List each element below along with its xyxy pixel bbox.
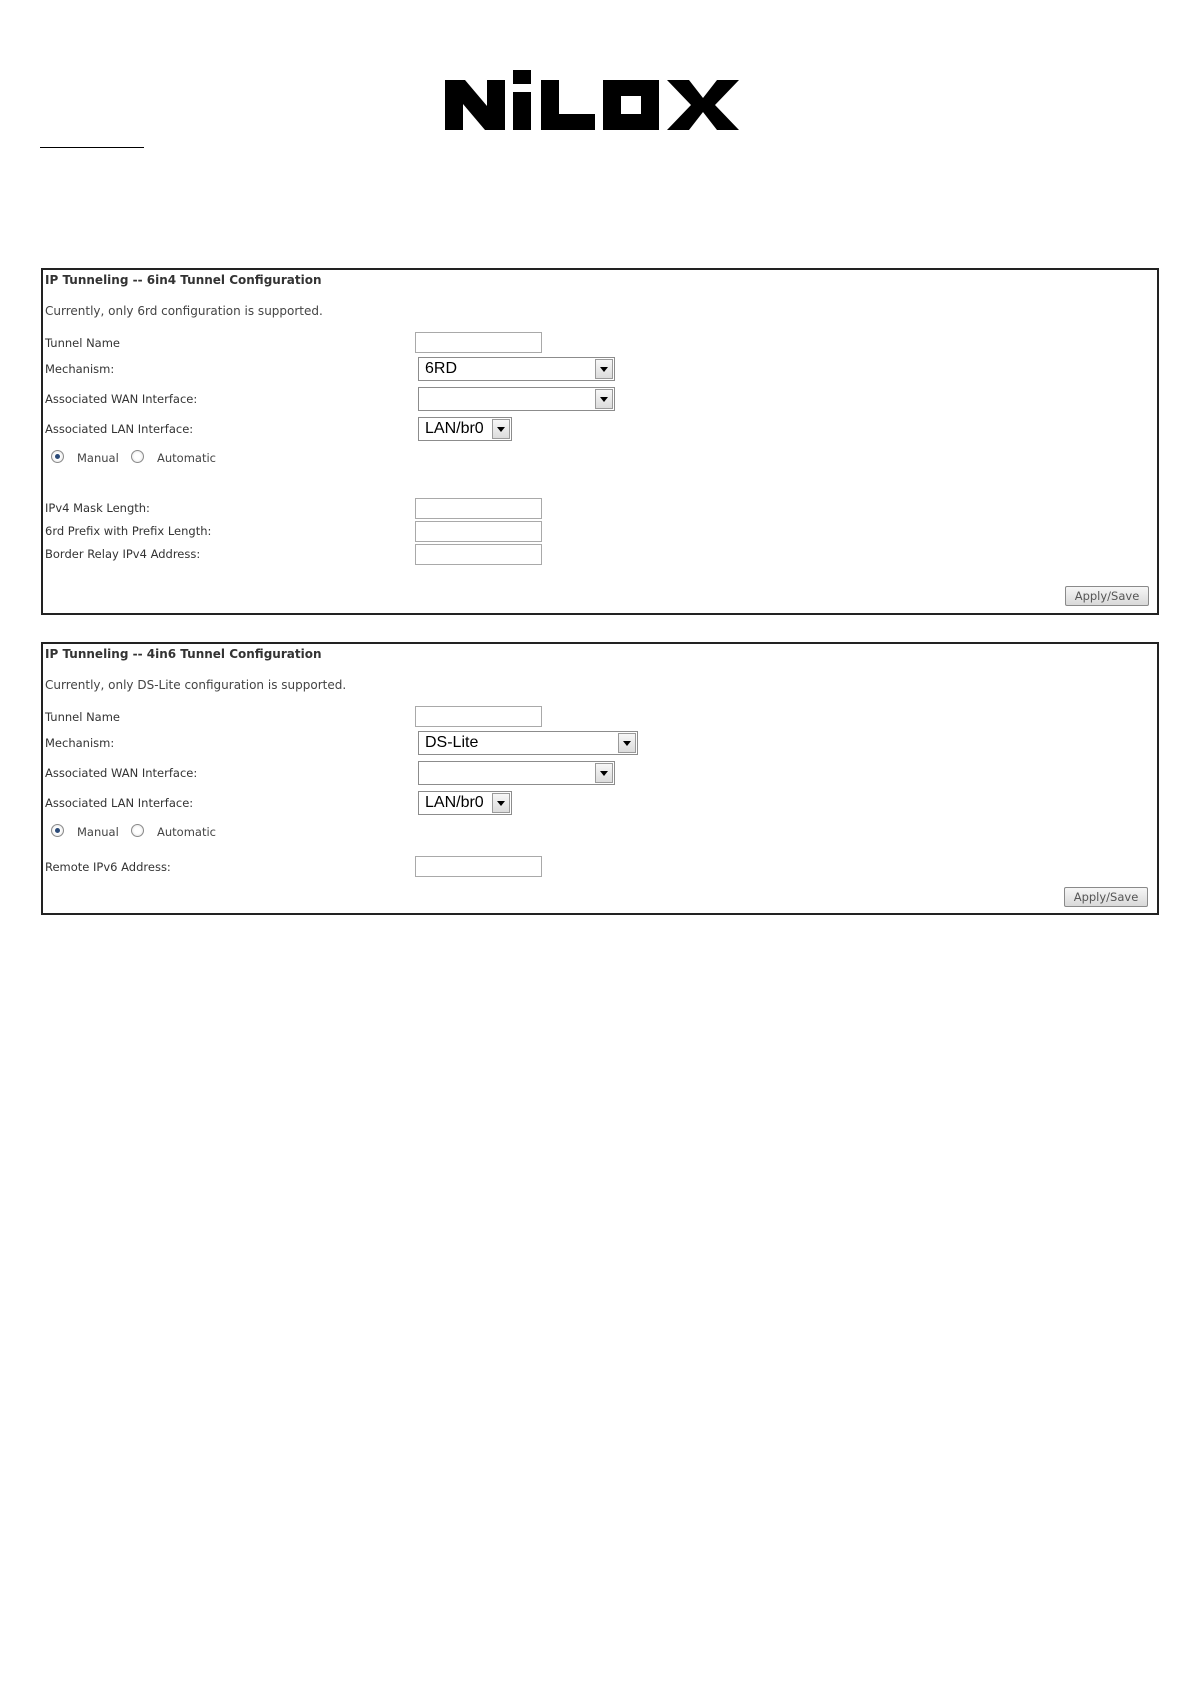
- panel-4in6-config: [41, 642, 1159, 915]
- automatic-radio[interactable]: [131, 824, 144, 837]
- lan-interface-select[interactable]: [418, 417, 512, 441]
- panel-title: IP Tunneling -- 6in4 Tunnel Configuration: [45, 273, 322, 287]
- chevron-down-icon: [595, 389, 613, 409]
- nilox-logo: [445, 70, 755, 130]
- mechanism-select[interactable]: [418, 357, 615, 381]
- panel-6in4-config: [41, 268, 1159, 615]
- panel-note: Currently, only 6rd configuration is supported.: [45, 304, 323, 318]
- mechanism-label: Mechanism:: [45, 362, 115, 376]
- lan-interface-value: LAN/br0: [425, 420, 484, 437]
- wan-interface-select[interactable]: [418, 761, 615, 785]
- wan-interface-label: Associated WAN Interface:: [45, 392, 198, 406]
- remote-ipv6-label: Remote IPv6 Address:: [45, 860, 171, 874]
- manual-radio-label: Manual: [77, 825, 119, 839]
- chevron-down-icon: [595, 359, 613, 379]
- tunnel-name-label: Tunnel Name: [45, 710, 120, 724]
- chevron-down-icon: [492, 419, 510, 439]
- manual-radio[interactable]: [51, 450, 64, 463]
- wan-interface-select[interactable]: [418, 387, 615, 411]
- chevron-down-icon: [595, 763, 613, 783]
- mechanism-value: DS-Lite: [425, 734, 479, 751]
- lan-interface-value: LAN/br0: [425, 794, 484, 811]
- automatic-radio[interactable]: [131, 450, 144, 463]
- border-relay-input[interactable]: [415, 544, 542, 565]
- lan-interface-select[interactable]: [418, 791, 512, 815]
- manual-radio[interactable]: [51, 824, 64, 837]
- 6rd-prefix-label: 6rd Prefix with Prefix Length:: [45, 524, 212, 538]
- lan-interface-label: Associated LAN Interface:: [45, 796, 194, 810]
- mechanism-value: 6RD: [425, 360, 458, 377]
- tunnel-name-input[interactable]: [415, 706, 542, 727]
- header-rule: [40, 147, 144, 148]
- ipv4-mask-length-input[interactable]: [415, 498, 542, 519]
- chevron-down-icon: [618, 733, 636, 753]
- mechanism-select[interactable]: [418, 731, 638, 755]
- automatic-radio-label: Automatic: [157, 451, 216, 465]
- apply-save-button[interactable]: Apply/Save: [1064, 887, 1148, 907]
- 6rd-prefix-input[interactable]: [415, 521, 542, 542]
- wan-interface-label: Associated WAN Interface:: [45, 766, 198, 780]
- border-relay-label: Border Relay IPv4 Address:: [45, 547, 201, 561]
- tunnel-name-label: Tunnel Name: [45, 336, 120, 350]
- chevron-down-icon: [492, 793, 510, 813]
- remote-ipv6-input[interactable]: [415, 856, 542, 877]
- ipv4-mask-length-label: IPv4 Mask Length:: [45, 501, 150, 515]
- apply-save-button[interactable]: Apply/Save: [1065, 586, 1149, 606]
- panel-title: IP Tunneling -- 4in6 Tunnel Configuration: [45, 647, 322, 661]
- manual-radio-label: Manual: [77, 451, 119, 465]
- mechanism-label: Mechanism:: [45, 736, 115, 750]
- lan-interface-label: Associated LAN Interface:: [45, 422, 194, 436]
- automatic-radio-label: Automatic: [157, 825, 216, 839]
- panel-note: Currently, only DS-Lite configuration is supported.: [45, 678, 347, 692]
- tunnel-name-input[interactable]: [415, 332, 542, 353]
